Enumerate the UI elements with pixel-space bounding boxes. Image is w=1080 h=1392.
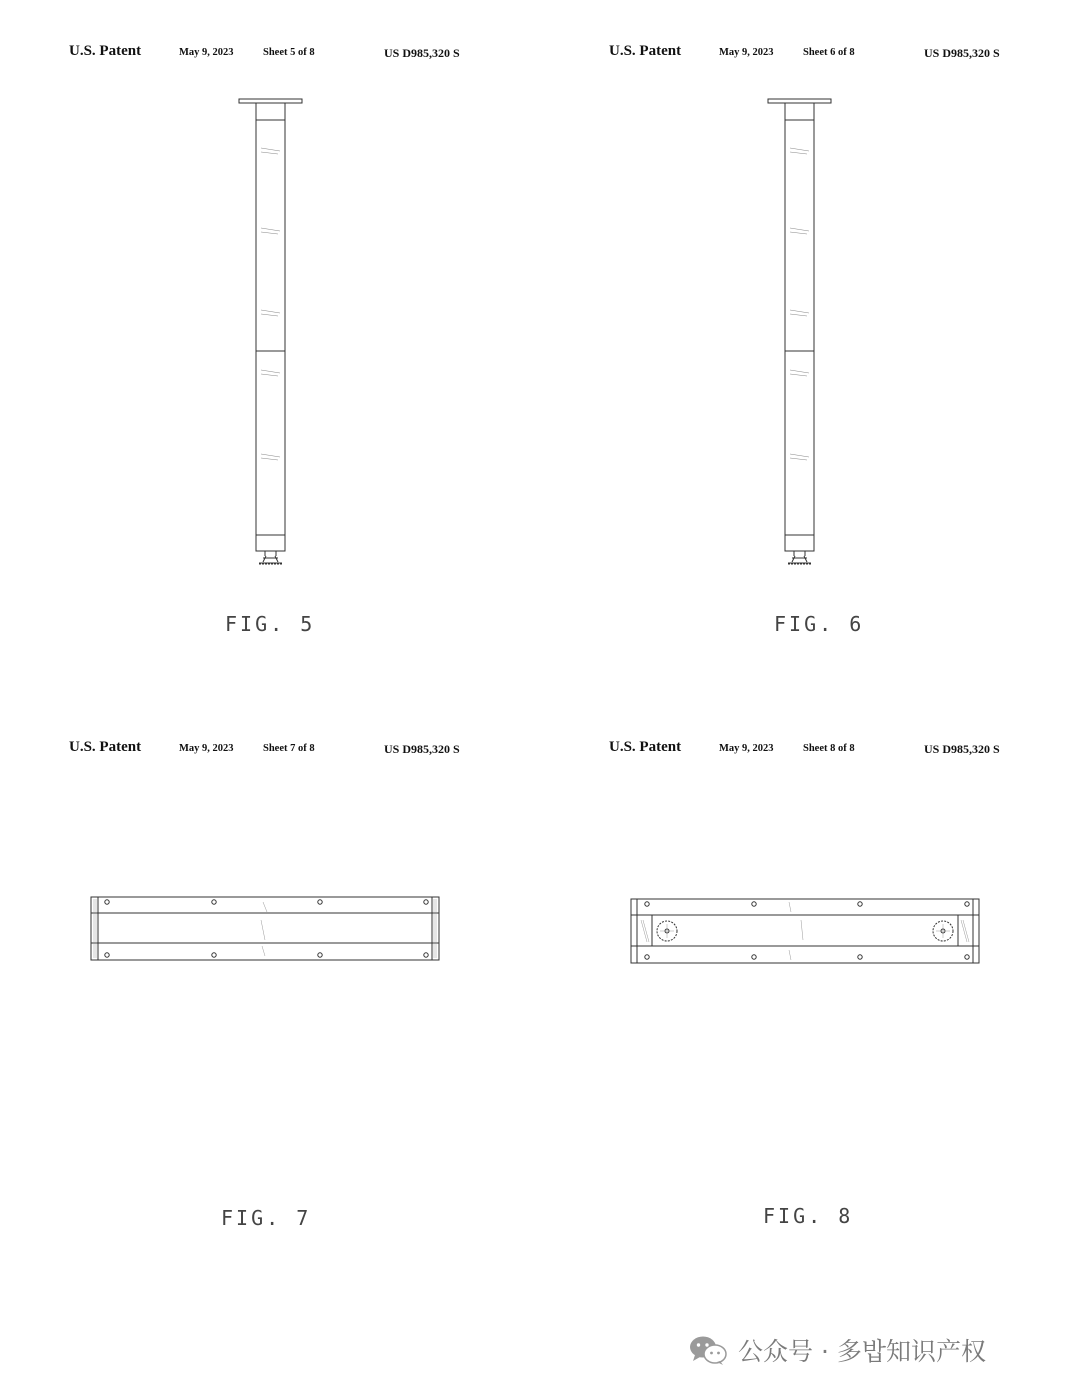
watermark-text: 公众号 · 多밥知识产权 [738,1337,986,1366]
patent-label: U.S. Patent [69,43,142,59]
patent-number: US D985,320 S [924,742,1000,756]
patent-label: U.S. Patent [69,739,142,755]
fig-8-drawing [625,890,985,970]
patent-label: U.S. Patent [609,43,682,59]
patent-label: U.S. Patent [609,739,682,755]
figure-label: FIG. 8 [763,1204,854,1228]
patent-number: US D985,320 S [384,46,460,60]
patent-date: May 9, 2023 [719,743,774,754]
patent-date: May 9, 2023 [179,47,234,58]
sheet-number: Sheet 7 of 8 [263,743,315,754]
sheet-number: Sheet 6 of 8 [803,47,855,58]
patent-date: May 9, 2023 [179,743,234,754]
figure-label: FIG. 6 [774,612,865,636]
fig-7-drawing [85,890,445,970]
patent-number: US D985,320 S [384,742,460,756]
patent-number: US D985,320 S [924,46,1000,60]
sheet-number: Sheet 8 of 8 [803,743,855,754]
patent-date: May 9, 2023 [719,47,774,58]
sheet-number: Sheet 5 of 8 [263,47,315,58]
figure-label: FIG. 7 [221,1206,312,1230]
fig-6-drawing [759,90,849,570]
wechat-icon [688,1334,728,1366]
figure-label: FIG. 5 [225,612,316,636]
fig-5-drawing [230,90,320,570]
watermark [688,1332,986,1368]
